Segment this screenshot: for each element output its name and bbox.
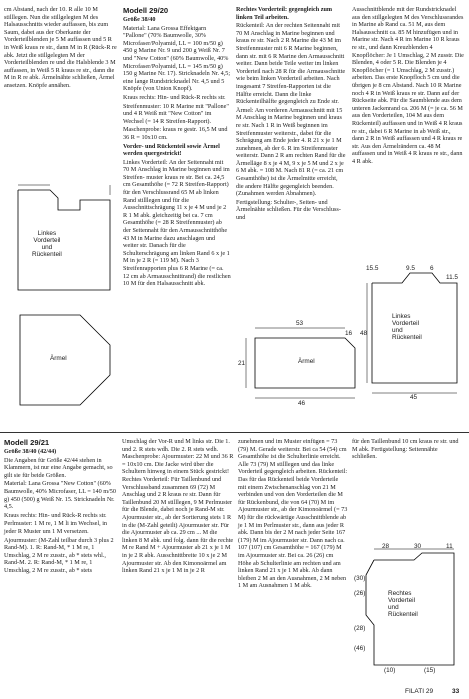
finishing-text: Ausschnittblende mit der Rundstricknadel aus den stillgelegten M des Verschlussrandes in Marine ab Rand ca. 51 M, aus dem Halsausschnitt ca. 85 M hinzufügen und in Marine str. Nach 4 R im Marine 10 R kraus re str., und dann Kreuzblenden 4 Knopflöcher: Je 1 Umschlag, 2 M zusstr. Die Blenden, 4 oder 5 R. Die Blenden je 4 Knopflöcher (= 1 Umschlag, 2 M zusstr.) arbeiten. Das erste Knopfloch 5 cm und die übrigen je 8 cm Abstand. Nach 10 R Marine noch 4 R in Weiß kraus re str. Dann auf der Rückseite abk. Für die Saumblende aus dem unteren Jackenrand ca. 206 M (= je ca. 56 M aus den Vorderteilen, 104 M aus dem Rückenteil) auffassen und in Weiß 4 R kraus re str., dabei 6 R Marine in ab Weiß str., dann 2 R in Weiß auffassen und 4 R kraus re str. Aus den Ärmelrändern ca. 48 M auffassen und in Weiß 4 R kraus re str., dann 4 R abk. bbox=[352, 6, 464, 165]
model-21-ajour: Ajourmuster: (M-Zahl teilbar durch 3 plus 2 Rand-M). 1. R: Rand-M, * 1 M re, 1 Umschlag, 2 M re zusstr., ab * stets whl., Rand-M. 2. R: Rand-M, * 1 M re, 1 Umschlag, 2 M re zusstr., ab * stets bbox=[4, 536, 114, 574]
dim-l4: (46) bbox=[354, 645, 366, 652]
section-divider bbox=[0, 432, 469, 433]
model-21-col3 bbox=[238, 438, 348, 591]
finishing-paragraph: Fertigstellung: Schulter-, Seiten- und Ärmelnähte schließen. Für die Verschluss- und bbox=[236, 198, 341, 222]
diagram-label: Linkes Vorderteil und Rückenteil bbox=[32, 230, 62, 258]
dim-a: 15.5 bbox=[366, 265, 379, 272]
model-21-col2 bbox=[122, 438, 234, 576]
dim-b2: (15) bbox=[424, 667, 436, 674]
left-front-paragraph: Linkes Vorderteil: An der Seitennaht mit 70 M Anschlag in Marine beginnen und im Streifen- muster kraus re str. Bei ca. 24,5 cm Gesamthöhe (= 72 R Streifen-Rapport) für den Verschlussrand 65 M ab linken Rand stilllegen und für die Ausschnittschrägung 11 x je 4 M und je 2 R 1 M abk. gleichzeitig bei ca. 7 cm Gesamthöhe (= 28 R Streifenmuster) ab der Seitennaht für den Armausschnitthöhe 43 M in Marine dazu anschlagen und weiter str. Danach für die Schulterschrägung am linken Rand 6 x je 1 M in je 2 R (= 119 M). Nach 3 Streifenrapporten plus 6 R Marine (= ca. 12 cm ab Armausschnittrand) die restlichen 10 M für den Halsausschnitt abk. bbox=[123, 158, 231, 288]
left-front-back-diagram bbox=[360, 265, 466, 403]
dim-d: 11.5 bbox=[446, 274, 458, 281]
construction-note: Vorder- und Rückenteil sowie Ärmel werden quergestrickt! bbox=[123, 142, 220, 158]
right-front-column bbox=[236, 6, 346, 223]
dim-b: 9.5 bbox=[406, 265, 415, 272]
page-number: 33 bbox=[452, 688, 460, 695]
kraus-paragraph: Kraus rechts: Hin- und Rück-R rechts str. bbox=[123, 93, 226, 101]
back-paragraph: Rückenteil: An der rechten Seitennaht mit 70 M Anschlag in Marine beginnen und kraus re str. Nach 2 R Marine die 43 M im Streifenmuster mit 6 R Marine beginnen, dann str. mit 6 R Marine den Armausschnitt weiter. Dann beide Teile weiter im linken Vorderteil nach 28 R für die Armausschnitte wie beim linken Vorderteil arbeiten. Nach insgesamt 7 Streifen-Rapporten ist die Hälfte erreicht. Dann die linke Rückenteilhälfte gegengleich zu Ende str. bbox=[236, 22, 346, 106]
dim-left: 21 bbox=[238, 360, 246, 367]
dim-b1: (10) bbox=[384, 667, 396, 674]
model-21-size: Größe 38/40 (42/44) bbox=[4, 448, 57, 455]
sleeve-label: Ärmel bbox=[50, 355, 67, 362]
dim-top: 53 bbox=[296, 320, 304, 327]
model-heading: Modell 29/20 bbox=[123, 6, 169, 15]
stripe-paragraph: Streifenmuster: 10 R Marine mit "Pallone" und 4 R Weiß mit "New Cotton" im Wechsel (= 14 R Streifen-Rapport). bbox=[123, 102, 229, 125]
dim-l2: (26) bbox=[354, 590, 366, 597]
model-21-kraus: Kraus rechts: Hin- und Rück-R rechts str. bbox=[4, 511, 107, 519]
model-21-col3-text: zunehmen und im Muster einfügen = 73 (79) M. Gerade weiterstr. Bei ca 54 (54) cm Gesamthöhe ist die Schulterlinie erreicht. Alle 73 (79) M stilllegen und das linke Vorderteil gegengleich arbeiten. Rückenteil: Das für das Rückenteil beide Vorderteile mit einem Zwischenanschlag von 21 M verbinden und von den Vorderteilen die M für Rückenbund, die von 64 (70) M im Ajourmuster str., ab der Kimonoärmel (= 73 M) für die rückwärtige Ausschnittblende ab je 1 M im Perlmuster str., dann aus jeder R abk. Dann bis der 2 M nach jeder Seite 167 (179) M im Ajourmuster str. Dann nach ca. 107 (107) cm Gesamthöhe = 167 (179) M im Ajourmuster str. Bei ca. 26 (26) cm Höhe ab Schulterlinie am rechten und am linken Rand 21 x je 1 M abk. Ab dann bleiben 2 M an den Ausnahmen, 2 M neben 1 M am Ausnahmen 1 M abk. bbox=[238, 438, 348, 590]
pattern-diagram-sleeve bbox=[10, 305, 120, 415]
dim-l3: (28) bbox=[354, 625, 366, 632]
finishing-column bbox=[352, 6, 464, 166]
model-29-20-column bbox=[123, 6, 231, 289]
model-21-material: Material: Lana Grossa "New Cotton" (60% Baumwolle, 40% Microfaser, LL = 140 m/50 g) 450 (500) g Weiß Nr. 15. Stricknadeln Nr. 4,5. bbox=[4, 480, 116, 511]
material-paragraph: Material: Lana Grossa Effektgarn "Pallone" (70% Baumwolle, 30% Microfaser/Polyamid, LL = 100 m/50 g) 450 g Marine Nr. 9 und 200 g Weiß Nr. 7 und "New Cotton" (60% Baumwolle, 40% Microfaser/Polyamid, LL = 145 m/50 g) 150 g Marine Nr. 17). Stricknadeln Nr. 4,5; eine lange Rundstricknadel Nr. 4,5 und 5 Knöpfe (von Union Knopf). bbox=[123, 24, 231, 93]
model-21-perl: Perlmuster: 1 M re, 1 M li im Wechsel, in jeder R Muster um 1 M versetzen. bbox=[4, 520, 108, 535]
sleeve-paragraph: Ärmel: Am vorderen Armausschnitt mit 15 M Anschlag in Marine beginnen und kraus re str. Nach 1 R in Weiß beginnen im Streifenmuster weiterstr., dabei für die Schrägung am Ende jeder 4. R 21 x je 1 M zunehmen, ab der 6. R im Streifenmuster weiterstr. Dann 2 R am rechten Rand für die Ärmelläge 8 x je 4 M, 9 x je 5 M und 2 x je 6 M abk. = 108 M. Nach 81 R (= ca. 21 cm Gesamthöhe) ist die Ärmelmitte erreicht, die andere Hälfte gegengleich beenden. (Zunahmen werden Abnahmen). bbox=[236, 106, 346, 198]
right-front-label: Rechtes Vorderteil und Rückenteil bbox=[388, 590, 418, 618]
sleeve-dimension-diagram bbox=[240, 318, 360, 410]
pattern-diagram-svg bbox=[10, 180, 120, 300]
gauge-paragraph: Maschenprobe: kraus re gestr. 16,5 M und 36 R = 10x10 cm. bbox=[123, 126, 228, 141]
dim-side: 48 bbox=[360, 330, 368, 337]
dim-11: 11 bbox=[446, 543, 453, 550]
dim-right-top: 16 bbox=[345, 330, 353, 337]
right-front-heading: Rechtes Vorderteil: gegengleich zum linken Teil arbeiten. bbox=[236, 6, 333, 21]
model-21-heading: Modell 29/21 bbox=[4, 438, 50, 447]
right-front-back-diagram bbox=[354, 545, 464, 680]
front-back-label: Linkes Vorderteil und Rückenteil bbox=[392, 313, 422, 341]
dim-bottom: 46 bbox=[298, 400, 306, 407]
model-21-col2-text: Umschlag der Vor-R und M links str. Die 1. und 2. R stets wdh. Die 2. R stets wdh. Maschenprobe: Ajourmuster: 22 M und 36 R = 10x10 cm. Die Jacke wird über die Schultern hinweg in einem Stück gestrickt! Rechtes Vorderteil: Für Taillenbund und Verschlussband zusammen 69 (72) M Anschlag und 2 R kraus re str. Dann für Taillenbund 20 M stilllegen, 9 M Perlmuster für die Blende, dabei noch je Rand-M str. Ajourmuster str., ab der Sortierung stets 1 R in die (M-Zahl geteilt) Ajourmuster str. Für die Ajourmuster ab ca. 29 cm ... M die linken 8 M abk. und folg. dann für die rechte M re Rand M + Ajourmuster ab 21 x je 1 M in je 2 R abk. Ausschnittbreite 10 x je 2 M Ajourmuster str. Ab den Kimonoärmel am linken Rand 21 x je 1 M in je 2 R bbox=[122, 438, 234, 575]
dim-c: 6 bbox=[430, 265, 434, 272]
magazine-name: FILATI 29 bbox=[405, 688, 434, 695]
size-label: Größe 38/40 bbox=[123, 16, 156, 23]
dim-28: 28 bbox=[382, 543, 390, 550]
sleeve-center-label: Ärmel bbox=[298, 358, 315, 365]
dim-bottom-45: 45 bbox=[410, 394, 418, 401]
model-21-col4-text: für den Taillenbund 10 cm kraus re str. und M abk. Fertigstellung: Seitennähte schließen. bbox=[352, 438, 459, 461]
intro-paragraph: cm Abstand, nach der 10. R alle 10 M stilllegen. Nun die stillgelegten M des Halsausschnitts wieder auffassen, bis zum Saum, dabei aus der Oberkante der Vorderteilblenden je 5 M auffassen und 5 R in Weiß kraus re str., dann M in R (Rück-R re abk. Jetzt die stillgelegten M der Vorderteilblenden re und die Halsblende 3 M auffassen, in Weiß 5 R kraus re str., dann die M in R re abk. Ärmelnähte schließen, Ärmel ansetzen. Knöpfe annähen. bbox=[4, 6, 117, 89]
intro-text-column bbox=[4, 6, 117, 91]
dim-l1: (30) bbox=[354, 575, 366, 582]
dim-30: 30 bbox=[414, 543, 422, 550]
model-21-col4 bbox=[352, 438, 464, 462]
pattern-diagram-left-front bbox=[10, 180, 120, 300]
model-21-size-note: Die Angaben für Größe 42/44 stehen in Klammern, ist nur eine Angabe gemacht, so gilt sie für beide Größen. bbox=[4, 456, 113, 479]
model-29-21-column bbox=[4, 438, 118, 576]
